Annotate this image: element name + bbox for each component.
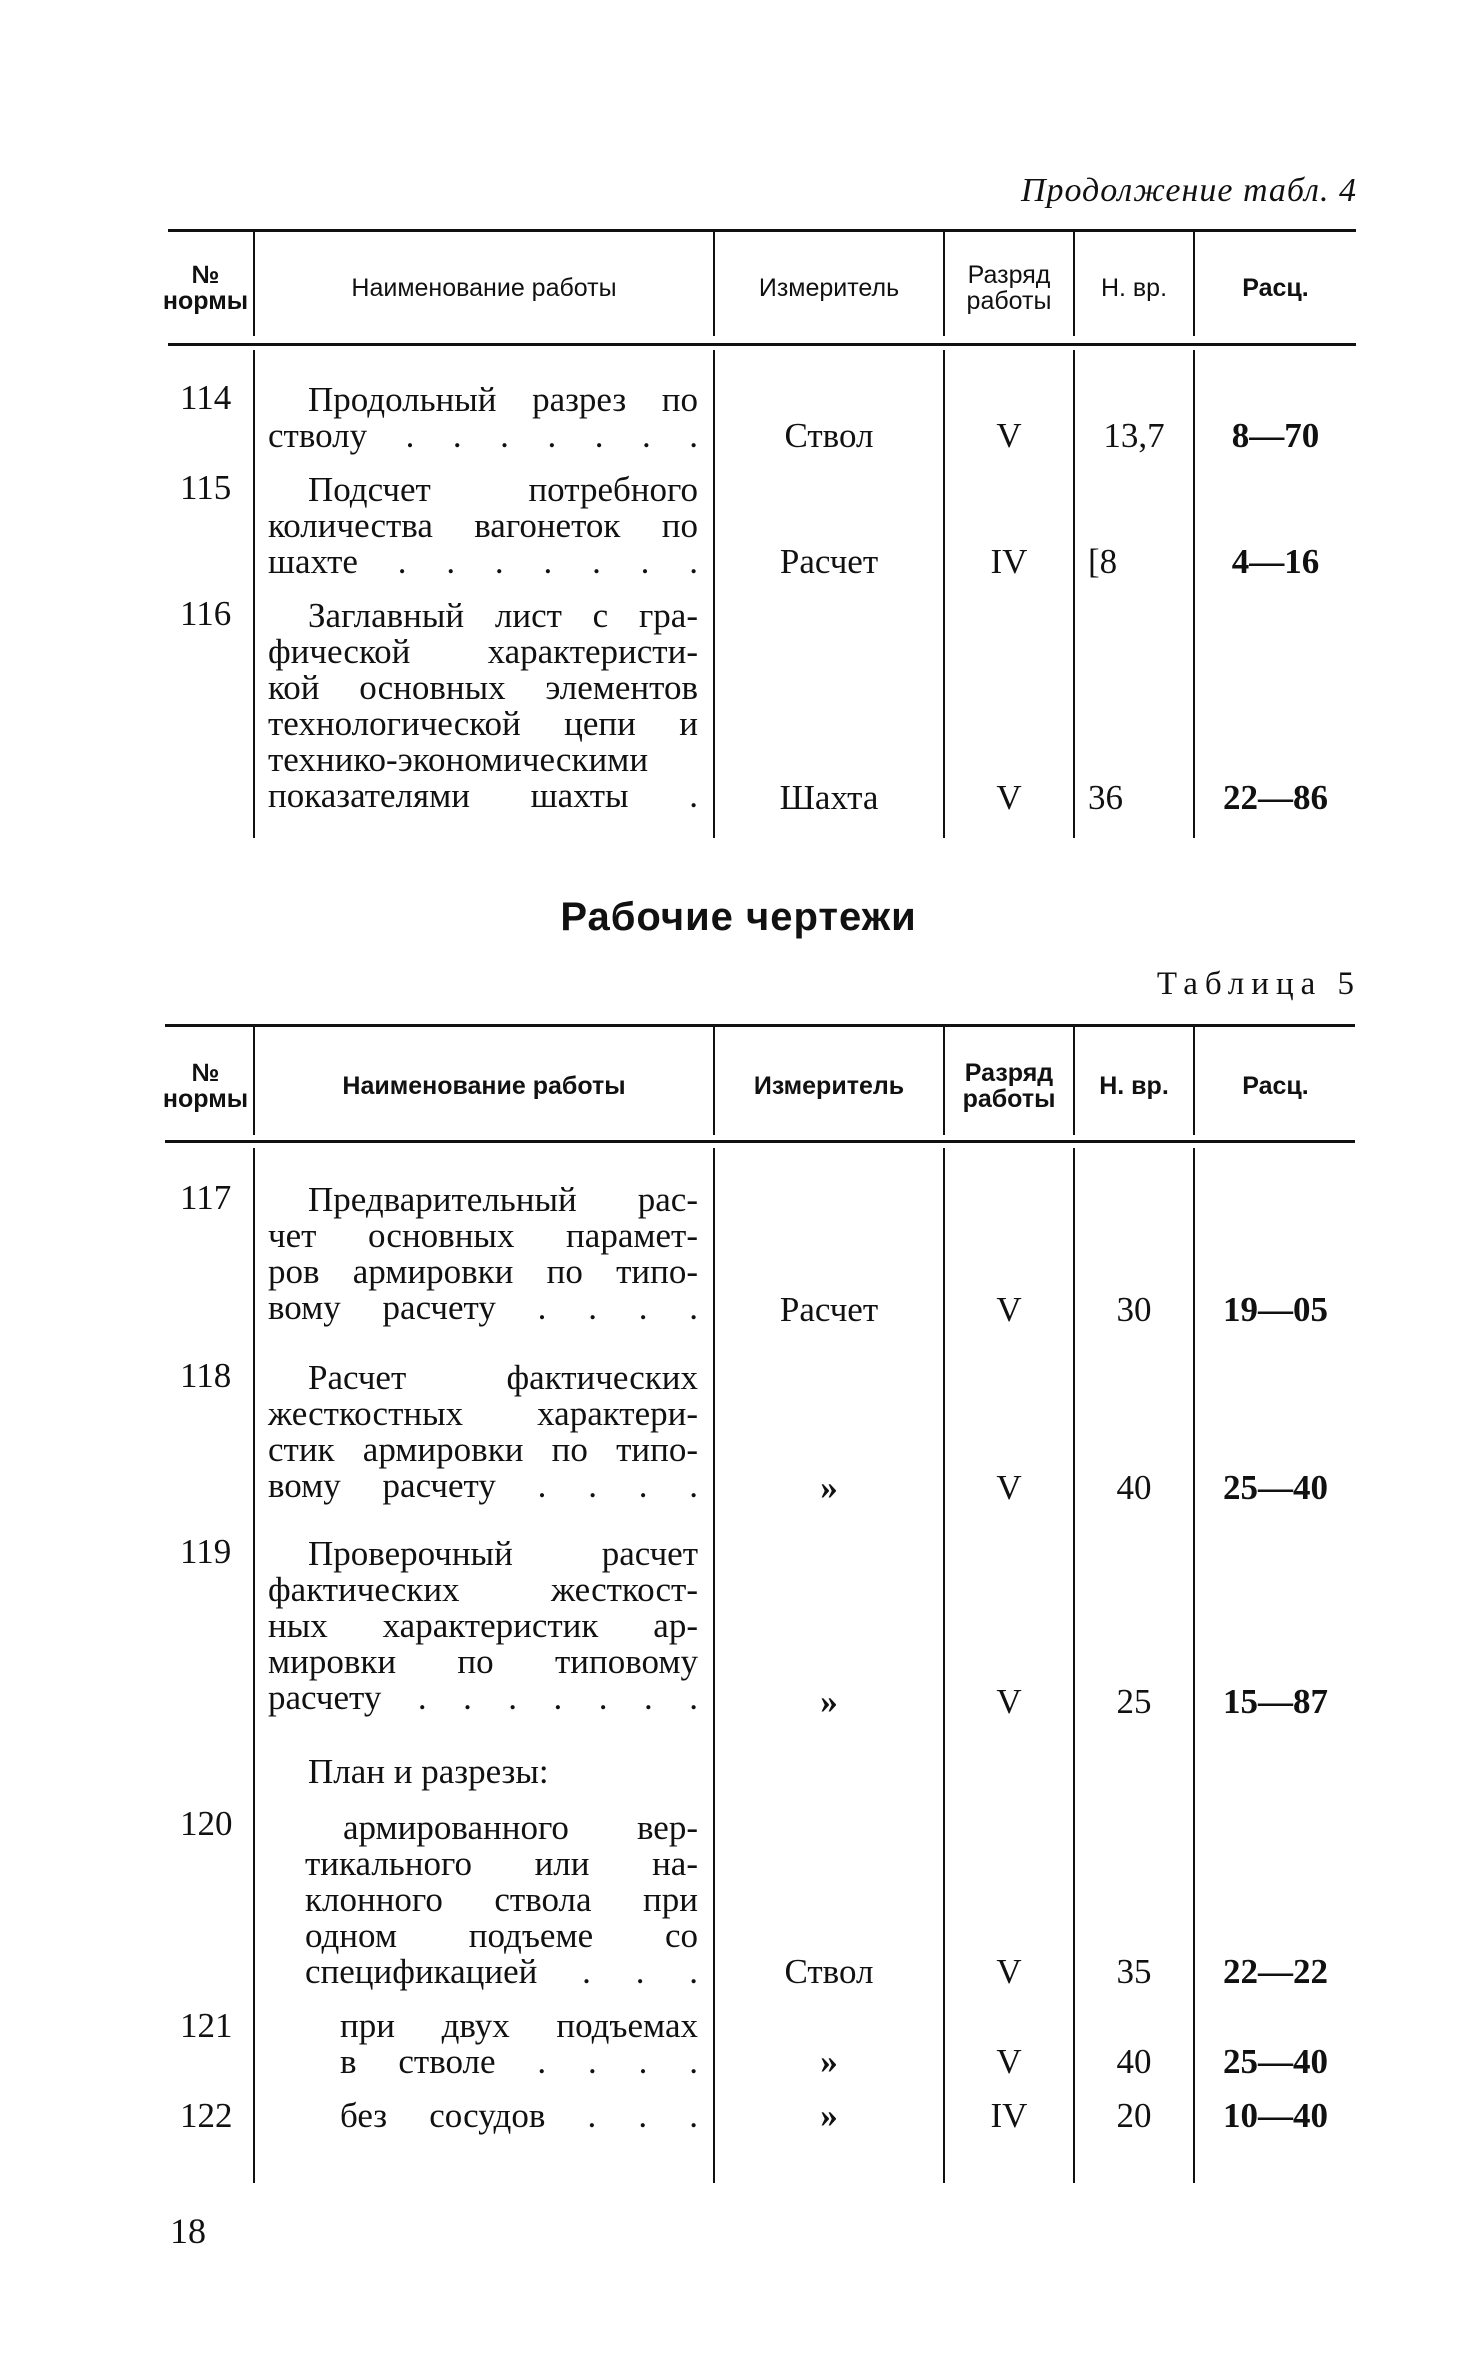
desc-line: ных характеристик ар- xyxy=(268,1606,698,1645)
table5-row-120-name xyxy=(305,1810,698,1990)
desc-line: Предварительный рас- xyxy=(308,1180,698,1219)
table5-row-122-time: 20 xyxy=(1116,2096,1152,2135)
table4-top-rule xyxy=(168,229,1356,232)
table4-header-unit: Измеритель xyxy=(758,274,900,302)
table5-row-119-no: 119 xyxy=(180,1532,232,1571)
table4-row-115-no: 115 xyxy=(180,468,232,507)
table5-row-122-grade: IV xyxy=(990,2096,1028,2135)
table5-row-121-grade: V xyxy=(996,2042,1022,2081)
table4-row-116-name xyxy=(268,598,698,814)
table5-row-117-time: 30 xyxy=(1116,1290,1152,1329)
table5-row-122-unit: » xyxy=(820,2096,838,2135)
desc-line: при двух подъемах xyxy=(340,2006,698,2045)
table4-row-116-time: 36 xyxy=(1088,778,1123,817)
table4-row-116-rate: 22—86 xyxy=(1223,778,1328,817)
desc-line: шахте . . . . . . . xyxy=(268,542,698,581)
table5-header-unit: Измеритель xyxy=(753,1072,905,1100)
table5-row-121-unit: » xyxy=(820,2042,838,2081)
table5-row-118-name xyxy=(268,1360,698,1504)
desc-line: кой основных элементов xyxy=(268,668,698,707)
table5-row-117-no: 117 xyxy=(180,1178,232,1217)
table5-row-120-rate: 22—22 xyxy=(1223,1952,1328,1991)
table4-row-115-rate: 4—16 xyxy=(1231,542,1320,581)
table5-row-122-name xyxy=(340,2098,698,2134)
table4-row-114-rate: 8—70 xyxy=(1231,416,1320,455)
table5-row-119-rate: 15—87 xyxy=(1223,1682,1328,1721)
table5-row-120-time: 35 xyxy=(1116,1952,1152,1991)
table5-row-119-name xyxy=(268,1536,698,1716)
table4-row-116-unit: Шахта xyxy=(779,778,879,817)
table4-row-116-grade: V xyxy=(996,778,1022,817)
table5-row-119-unit: » xyxy=(820,1682,838,1721)
table4-header-name: Наименование работы xyxy=(351,274,617,302)
table5-row-121-no: 121 xyxy=(180,2006,233,2045)
table5-row-118-no: 118 xyxy=(180,1356,232,1395)
table5-top-rule xyxy=(165,1024,1355,1027)
table5-row-119-grade: V xyxy=(996,1682,1022,1721)
desc-line: технико-экономическими xyxy=(268,740,649,779)
desc-line: Подсчет потребного xyxy=(308,470,698,509)
desc-line: Продольный разрез по xyxy=(308,380,698,419)
table5-row-121-rate: 25—40 xyxy=(1223,2042,1328,2081)
table4-header-no: № нормы xyxy=(162,261,249,315)
table4-row-116-no: 116 xyxy=(180,594,232,633)
table5-body-vline-1 xyxy=(253,1148,255,2183)
desc-line: Заглавный лист с гра- xyxy=(308,596,698,635)
table4-row-115-unit: Расчет xyxy=(779,542,879,581)
table4-caption: Продолжение табл. 4 xyxy=(1020,172,1357,209)
desc-line: Расчет фактических xyxy=(308,1358,698,1397)
table4-row-115-grade: IV xyxy=(990,542,1028,581)
table4-header-grade: Разряд работы xyxy=(966,261,1052,315)
table4-row-115-time: [8 xyxy=(1088,542,1118,581)
table5-caption: Таблица 5 xyxy=(1156,966,1361,1002)
table5-header-rule xyxy=(165,1140,1355,1143)
table5-row-121-name xyxy=(340,2008,698,2080)
desc-line: тикального или на- xyxy=(305,1844,698,1883)
desc-line: количества вагонеток по xyxy=(268,506,698,545)
table4-header-rule xyxy=(168,343,1356,346)
table4-body-vline-1 xyxy=(253,350,255,838)
table5-row-117-rate: 19—05 xyxy=(1223,1290,1328,1329)
table4-row-114-no: 114 xyxy=(180,378,232,417)
desc-line: стволу . . . . . . . xyxy=(268,416,698,455)
desc-line: показателями шахты . xyxy=(268,776,698,815)
desc-line: армированного вер- xyxy=(343,1808,698,1847)
table5-row-122-no: 122 xyxy=(180,2096,233,2135)
desc-line: вому расчету . . . . xyxy=(268,1288,698,1327)
table5-subheading: План и разрезы: xyxy=(308,1752,549,1791)
table5-row-117-unit: Расчет xyxy=(779,1290,879,1329)
table5-header-rate: Расц. xyxy=(1242,1072,1309,1100)
table4-row-114-grade: V xyxy=(996,416,1022,455)
table5-row-118-time: 40 xyxy=(1116,1468,1152,1507)
desc-line: фактических жесткост- xyxy=(268,1570,698,1609)
desc-line: фической характеристи- xyxy=(268,632,698,671)
table5-row-117-name xyxy=(268,1182,698,1326)
table5-row-120-no: 120 xyxy=(180,1804,233,1843)
table5-row-120-unit: Ствол xyxy=(784,1952,874,1991)
table4-header-time: Н. вр. xyxy=(1100,274,1168,302)
table5-header-no: № нормы xyxy=(162,1059,249,1113)
desc-line: в стволе . . . . xyxy=(340,2042,698,2081)
table5-row-122-rate: 10—40 xyxy=(1223,2096,1328,2135)
table4-row-114-unit: Ствол xyxy=(784,416,874,455)
table5-header-time: Н. вр. xyxy=(1099,1072,1169,1100)
desc-line: клонного ствола при xyxy=(305,1880,698,1919)
page-number: 18 xyxy=(170,2211,206,2251)
desc-line: жесткостных характери- xyxy=(268,1394,698,1433)
table4-row-115-name xyxy=(268,472,698,580)
desc-line: спецификацией . . . xyxy=(305,1952,698,1991)
desc-line: чет основных парамет- xyxy=(268,1216,698,1255)
table4-row-114-name xyxy=(268,382,698,454)
desc-line: без сосудов . . . xyxy=(340,2096,698,2135)
table5-row-119-time: 25 xyxy=(1116,1682,1152,1721)
desc-line: мировки по типовому xyxy=(268,1642,698,1681)
table5-row-118-rate: 25—40 xyxy=(1223,1468,1328,1507)
table5-row-118-grade: V xyxy=(996,1468,1022,1507)
table5-row-117-grade: V xyxy=(996,1290,1022,1329)
table4-header-rate: Расц. xyxy=(1242,274,1309,302)
table4-row-114-time: 13,7 xyxy=(1103,416,1165,455)
table5-header-name: Наименование работы xyxy=(342,1072,626,1100)
table5-header-grade: Разряд работы xyxy=(962,1059,1056,1113)
desc-line: одном подъеме со xyxy=(305,1916,698,1955)
table5-row-118-unit: » xyxy=(820,1468,838,1507)
desc-line: расчету . . . . . . . xyxy=(268,1678,698,1717)
table5-row-120-grade: V xyxy=(996,1952,1022,1991)
table5-row-121-time: 40 xyxy=(1116,2042,1152,2081)
desc-line: стик армировки по типо- xyxy=(268,1430,698,1469)
desc-line: ров армировки по типо- xyxy=(268,1252,698,1291)
section-title: Рабочие чертежи xyxy=(560,895,917,939)
desc-line: Проверочный расчет xyxy=(308,1534,698,1573)
desc-line: вому расчету . . . . xyxy=(268,1466,698,1505)
desc-line: технологической цепи и xyxy=(268,704,698,743)
